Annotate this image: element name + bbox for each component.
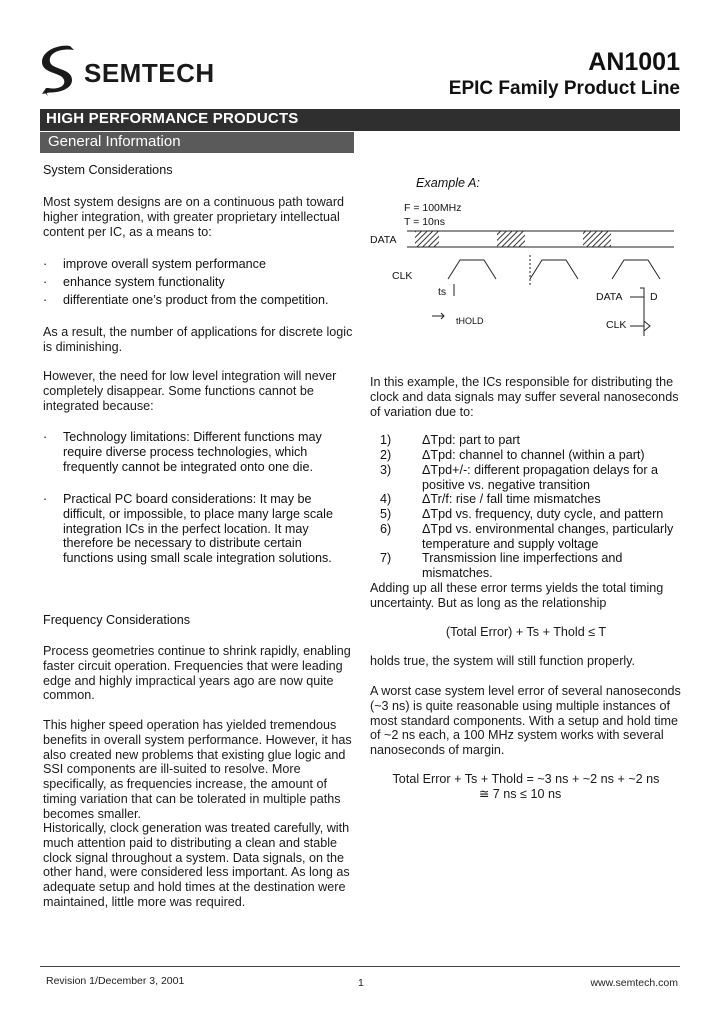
paragraph: As a result, the number of applications for discrete logic is diminishing.: [43, 325, 353, 354]
equation: Total Error + Ts + Thold = ~3 ns + ~2 ns + ~2 ns: [392, 772, 660, 786]
product-band: [40, 109, 680, 131]
paragraph: A worst case system level error of several nanoseconds (~3 ns) is quite reasonable using multiple instances of most standard components. With a setup and hold time of ~2 ns each, a 100 MHz system works with several nanoseconds of margin.: [370, 684, 681, 758]
list-item: 5) ΔTpd vs. frequency, duty cycle, and pattern: [380, 507, 664, 521]
frequency-considerations-heading: Frequency Considerations: [43, 613, 191, 627]
setup-time-label: ts: [438, 286, 447, 298]
system-considerations-heading: System Considerations: [43, 163, 173, 177]
revision-text: Revision 1/December 3, 2001: [46, 975, 185, 987]
list-item: 4) ΔTr/f: rise / fall time mismatches: [380, 492, 601, 506]
bullet-icon: ·: [43, 275, 48, 289]
section-title: General Information: [48, 133, 181, 150]
section-band: [40, 132, 354, 153]
list-item: · Technology limitations: Different functions may require diverse process technologies, which frequently cannot be integrated onto one die.: [43, 430, 322, 474]
brand-name: SEMTECH: [84, 58, 215, 88]
bullet-icon: ·: [43, 430, 48, 444]
clk-waveform: [448, 255, 660, 286]
semtech-logo-icon: [40, 44, 80, 96]
list-item: 7) Transmission line imperfections and mismatches.: [380, 551, 623, 580]
list-item: · improve overall system performance: [43, 257, 266, 271]
data-waveform: [407, 231, 674, 247]
hold-time-label: tHOLD: [456, 316, 484, 326]
ff-data-label: DATA: [596, 291, 623, 303]
bullet-icon: ·: [43, 293, 48, 307]
timing-markers: [432, 284, 454, 319]
bullet-icon: ·: [43, 492, 48, 506]
period-label: T = 10ns: [404, 216, 445, 228]
footer-divider: [40, 966, 680, 967]
ff-d-label: D: [650, 291, 658, 303]
paragraph: This higher speed operation has yielded tremendous benefits in overall system performance. However, it has also created new problems that existing glue logic and SSI components are ill-suited to resolve. More specifically, as frequencies increase, the amount of timing variation that can be tolerated in multiple paths becomes smaller.: [43, 718, 352, 821]
website-link[interactable]: www.semtech.com: [590, 977, 678, 989]
list-item: 6) ΔTpd vs. environmental changes, particularly temperature and supply voltage: [380, 522, 674, 551]
paragraph: However, the need for low level integration will never completely disappear. Some functions cannot be integrated because:: [43, 369, 337, 413]
list-item: · Practical PC board considerations: It may be difficult, or impossible, to place many large scale integration ICs in the perfect location. It may therefore be necessary to distribute certain functions using small scale integration solutions.: [43, 492, 333, 566]
page-number: 1: [358, 977, 364, 989]
list-item: 1) ΔTpd: part to part: [380, 433, 521, 447]
paragraph: holds true, the system will still function properly.: [370, 654, 636, 668]
flip-flop-symbol: [630, 288, 650, 336]
paragraph: In this example, the ICs responsible for distributing the clock and data signals may suffer several nanoseconds of variation due to:: [370, 375, 679, 419]
data-signal-label: DATA: [370, 234, 397, 246]
equation: (Total Error) + Ts + Thold ≤ T: [445, 625, 607, 639]
document-id: AN1001: [588, 48, 680, 76]
frequency-label: F = 100MHz: [404, 202, 462, 214]
list-item: 2) ΔTpd: channel to channel (within a part): [380, 448, 645, 462]
clk-signal-label: CLK: [392, 270, 413, 282]
ff-clk-label: CLK: [606, 319, 627, 331]
paragraph: Historically, clock generation was treated carefully, with much attention paid to distributing a clean and stable clock signal throughout a system. Data signals, on the other hand, were considered less important. As long as adequate setup and hold times at the destination were maintained, little more was required.: [43, 821, 350, 909]
list-item: · differentiate one’s product from the competition.: [43, 293, 329, 307]
list-item: 3) ΔTpd+/-: different propagation delays for a positive vs. negative transition: [380, 463, 659, 492]
list-item: · enhance system functionality: [43, 275, 225, 289]
document-subtitle: EPIC Family Product Line: [448, 78, 680, 99]
paragraph: Most system designs are on a continuous path toward higher integration, with greater proprietary intellectual content per IC, as a means to:: [43, 195, 345, 239]
equation: ≅ 7 ns ≤ 10 ns: [478, 787, 562, 801]
paragraph: Process geometries continue to shrink rapidly, enabling faster circuit operation. Frequencies that were leading edge and highly impractical years ago are now quite common.: [43, 644, 351, 703]
bullet-icon: ·: [43, 257, 48, 271]
timing-diagram: [360, 224, 690, 344]
product-band-title: HIGH PERFORMANCE PRODUCTS: [46, 110, 299, 127]
example-title: Example A:: [416, 176, 480, 190]
paragraph: Adding up all these error terms yields the total timing uncertainty. But as long as the relationship: [370, 581, 664, 610]
